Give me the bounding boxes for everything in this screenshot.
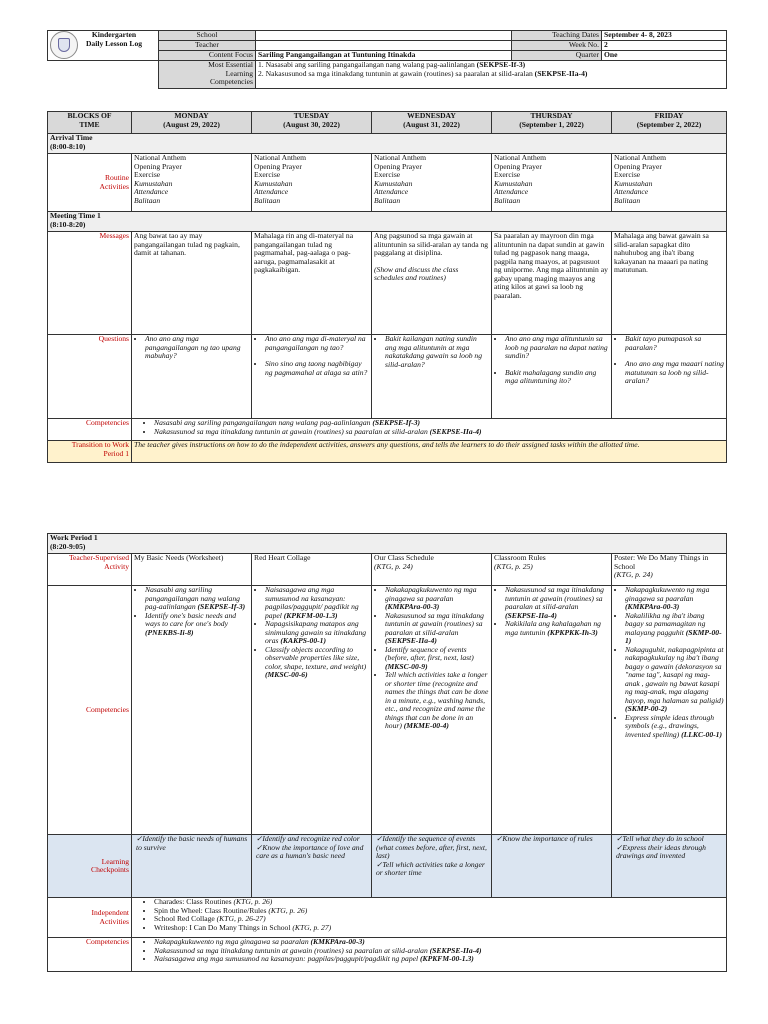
day-header-friday: FRIDAY (September 2, 2022)	[612, 112, 727, 134]
checkpoint-item: ✓ Tell which activities take a longer or shorter time	[376, 861, 489, 878]
week-value: 2	[602, 41, 727, 51]
competency-item: • Nasasabi ang sariling pangangailangan nang walang pag-aalinlangan (SEKPSE-If-3)	[154, 419, 724, 428]
independent-activity: • School Red Collage (KTG, p. 26-27)	[154, 915, 724, 924]
competency-code: (KMKPAra-00-3)	[385, 602, 440, 611]
competency-code: (KMKPAra-00-3)	[310, 937, 365, 946]
competency-item: • Nakasusunod sa mga itinakdang tuntunin at gawain (routines) sa paaralan at silid-aralan (SEKPSE-IIa-4)	[154, 947, 724, 956]
question-item: • Ano ano ang mga maaari nating matutunan sa loob ng silid-aralan?	[625, 360, 724, 386]
activity-friday: Poster: We Do Many Things in School (KTG, p. 24)	[612, 554, 727, 586]
routine-item: Attendance	[614, 187, 649, 196]
checkpoint-item: ✓ Tell what they do in school	[616, 835, 724, 844]
routine-item: Attendance	[254, 187, 289, 196]
focus-label: Content Focus	[159, 51, 256, 61]
routine-item: Exercise	[494, 170, 521, 179]
message-thursday: Sa paaralan ay mayroon din mga alituntunin na dapat sundin at gawin tulad ng pagpasok nang maaga, pagpila nang maayos, at pagsusuot ng uniporme. Ang mga alituntunin ay gabay upang maging maayos ang ating kilos at gawi sa loob ng paaralan.	[492, 232, 612, 335]
routine-item: Balitaan	[134, 195, 161, 205]
schedule-table	[47, 111, 727, 463]
questions-thursday	[492, 335, 612, 419]
arrival-time-row: Arrival Time (8:00-8:10)	[48, 134, 727, 154]
teacher-label: Teacher	[159, 41, 256, 51]
activity-ref: (KTG, p. 26)	[268, 905, 308, 915]
day-header-wednesday: WEDNESDAY (August 31, 2022)	[372, 112, 492, 134]
independent-activity: • Writeshop: I Can Do Many Things in School (KTG, p. 27)	[154, 924, 724, 933]
routine-item: Kumustahan	[254, 178, 293, 188]
routine-item: Opening Prayer	[134, 161, 182, 171]
week-label: Week No.	[512, 41, 602, 51]
routine-item: Attendance	[494, 187, 529, 196]
checkpoints-label: Learning Checkpoints	[48, 835, 132, 898]
routine-item: Opening Prayer	[254, 161, 302, 171]
quarter-value: One	[602, 51, 727, 61]
questions-wednesday	[372, 335, 492, 419]
question-item: • Ano ano ang mga alituntunin sa loob ng paaralan na dapat nating sundin?	[505, 335, 609, 361]
competency-code: (SEKPSE-IIa-4)	[505, 610, 557, 620]
checkpoint-item: ✓ Identify the sequence of events (what comes before, after, first, next, last)	[376, 835, 489, 861]
routine-cell	[372, 154, 492, 212]
question-item: • Ano ano ang mga di-materyal na pangangailangan ng tao?	[265, 335, 369, 352]
competencies-list	[132, 419, 727, 441]
competency-item: • Nakapagkukuwento ng mga ginagawa sa paaralan (KMKPAra-00-3)	[154, 938, 724, 947]
activity-ref: (KTG, p. 27)	[292, 922, 332, 932]
routine-cell	[132, 154, 252, 212]
routine-item: Exercise	[254, 170, 281, 179]
competency-code: (SEKPSE-IIa-4)	[385, 636, 437, 645]
header-table	[47, 30, 727, 89]
message-wednesday: Ang pagsunod sa mga gawain at alituntunin sa silid-aralan ay tanda ng paggalang at disiplina. (Show and discuss the class schedules and routines)	[372, 232, 492, 335]
routine-cell	[492, 154, 612, 212]
independent-label: Independent Activities	[48, 898, 132, 938]
mec-item: 2. Nakasusunod sa mga itinakdang tuntunin at gawain (routines) sa paaralan at silid-aralan (SEKPSE-IIa-4)	[258, 68, 588, 78]
competency-code: (MKSC-00-6)	[265, 670, 308, 679]
competency-item: • Nakasusunod sa mga itinakdang tuntunin at gawain (routines) sa paaralan at silid-aralan (SEKPSE-IIa-4)	[154, 428, 724, 437]
checkpoints-friday	[612, 835, 727, 898]
routine-item: Balitaan	[614, 195, 641, 205]
question-item: • Bakit kailangan nating sundin ang mga alituntunin at mga nakatakdang gawain sa loob ng silid-aralan?	[385, 335, 489, 369]
checkpoint-item: ✓ Identify and recognize red color	[256, 835, 369, 844]
routine-item: Exercise	[614, 170, 641, 179]
checkpoints-wednesday	[372, 835, 492, 898]
activity-wednesday: Our Class Schedule (KTG, p. 24)	[372, 554, 492, 586]
competency-item: • Tell which activities take a longer or shorter time (recognize and names the things that can be done in a minute, e.g., washing hands, etc., and recognize and name the things that can be done in an hour) (MKME-00-4)	[385, 671, 489, 731]
day-header-tuesday: TUESDAY (August 30, 2022)	[252, 112, 372, 134]
checkpoint-item: ✓ Know the importance of rules	[496, 835, 609, 844]
competency-item: • Napagsisikapang matapos ang sinimulang gawain sa itinakdang oras (KAKPS-00-1)	[265, 620, 369, 646]
activity-thursday: Classroom Rules (KTG, p. 25)	[492, 554, 612, 586]
competency-item: • Nasasabi ang sariling pangangailangan nang walang pag-aalinlangan (SEKPSE-If-3)	[145, 586, 249, 612]
work-competencies-tuesday	[252, 586, 372, 835]
competency-item: • Nakaguguhit, nakapagpipinta at nakapagkukulay ng iba't ibang bagay o gawain (dekorasyon sa "name tag", kasapi ng mag-anak , gawain ng bawat kasapi ng mag-anak, mga alagang hayop, mga halaman sa paligid) (SKMP-00-2)	[625, 646, 724, 714]
routine-item: Kumustahan	[614, 178, 653, 188]
question-item: • Sino sino ang taong nagbibigay ng pagmamahal at alaga sa atin?	[265, 360, 369, 377]
routine-item: Opening Prayer	[614, 161, 662, 171]
work-period-table	[47, 533, 727, 972]
activity-ref: (KTG, p. 26-27)	[216, 914, 266, 923]
questions-friday	[612, 335, 727, 419]
competency-item: • Naisasagawa ang mga sumusunod na kasanayan: pagpilas/paggupit/ pagdikit ng papel (KPKFM-00-1.3)	[265, 586, 369, 620]
competencies-label: Competencies	[48, 419, 132, 441]
activity-ref: (KTG, p. 26)	[233, 897, 273, 906]
routine-item: Balitaan	[374, 195, 401, 205]
routine-label: Routine Activities	[48, 154, 132, 212]
routine-item: Balitaan	[254, 195, 281, 205]
routine-item: Balitaan	[494, 195, 521, 205]
routine-item: Attendance	[374, 187, 409, 196]
message-monday: Ang bawat tao ay may pangangailangan tulad ng pagkain, damit at tahanan.	[132, 232, 252, 335]
routine-item: National Anthem	[614, 153, 667, 162]
routine-cell	[252, 154, 372, 212]
competency-item: • Nakasusunod sa mga itinakdang tuntunin at gawain (routines) sa paaralan at silid-aralan (SEKPSE-IIa-4)	[385, 612, 489, 646]
dates-value: September 4- 8, 2023	[602, 31, 727, 41]
independent-activity: • Charades: Class Routines (KTG, p. 26)	[154, 898, 724, 907]
competency-code: (SKMP-00-1)	[625, 627, 722, 645]
routine-item: Kumustahan	[374, 178, 413, 188]
routine-item: National Anthem	[254, 153, 307, 162]
checkpoint-item: ✓ Know the importance of love and care as a human's basic need	[256, 844, 369, 861]
blocks-of-time-header: BLOCKS OF TIME	[48, 112, 132, 134]
work-competencies2	[132, 938, 727, 972]
quarter-label: Quarter	[512, 51, 602, 61]
school-label: School	[159, 31, 256, 41]
competency-item: • Nakikilala ang kahalagahan ng mga tuntunin (KPKPKK-Ih-3)	[505, 620, 609, 637]
work-competencies-monday	[132, 586, 252, 835]
school-value	[256, 31, 512, 41]
competency-item: • Identify sequence of events (before, after, first, next, last) (MKSC-00-9)	[385, 646, 489, 672]
teacher-supervised-label: Teacher-Supervised Activity	[48, 554, 132, 586]
competency-code: (MKSC-00-9)	[385, 661, 428, 671]
activity-monday: My Basic Needs (Worksheet)	[132, 554, 252, 586]
routine-item: National Anthem	[494, 153, 547, 162]
day-header-monday: MONDAY (August 29, 2022)	[132, 112, 252, 134]
messages-label: Messages	[48, 232, 132, 335]
work-competencies-wednesday	[372, 586, 492, 835]
teacher-value	[256, 41, 512, 51]
checkpoint-item: ✓ Identify the basic needs of humans to survive	[136, 835, 249, 852]
transition-label: Transition to Work Period 1	[48, 441, 132, 463]
competency-item: • Nakapagkukuwento ng mga ginagawa sa paaralan (KMKPAra-00-3)	[625, 586, 724, 612]
routine-item: Kumustahan	[494, 178, 533, 188]
work-period-title: Work Period 1 (8:20-9:05)	[48, 534, 727, 554]
competency-code: (KPKFM-00-1.3)	[283, 610, 338, 620]
competency-code: (KPKPKK-Ih-3)	[547, 627, 598, 637]
title-line-1: Kindergarten	[91, 30, 137, 39]
routine-item: National Anthem	[134, 153, 187, 162]
question-item: • Bakit tayo pumapasok sa paaralan?	[625, 335, 724, 352]
checkpoints-thursday	[492, 835, 612, 898]
checkpoint-item: ✓ Express their ideas through drawings and invented	[616, 844, 724, 861]
competency-item: • Classify objects according to observable properties like size, color, shape, texture, and weight) (MKSC-00-6)	[265, 646, 369, 680]
routine-item: Attendance	[134, 187, 169, 196]
day-header-thursday: THURSDAY (September 1, 2022)	[492, 112, 612, 134]
focus-value: Sariling Pangangailangan at Tuntuning Itinakda	[256, 51, 512, 61]
activity-tuesday: Red Heart Collage	[252, 554, 372, 586]
work-competencies2-label: Competencies	[48, 938, 132, 972]
mec-item: 1. Nasasabi ang sariling pangangailangan nang walang pag-aalinlangan (SEKPSE-If-3)	[258, 60, 526, 69]
routine-cell	[612, 154, 727, 212]
competency-code: (KPKFM-00-1.3)	[420, 954, 474, 963]
transition-text: The teacher gives instructions on how to do the independent activities, answers any questions, and tells the learners to do their assigned tasks within the allotted time.	[132, 441, 727, 463]
competency-code: (KMKPAra-00-3)	[625, 602, 680, 611]
competency-code: (PNEKBS-Ii-8)	[145, 627, 194, 637]
checkpoints-tuesday	[252, 835, 372, 898]
competency-code: (KAKPS-00-1)	[280, 636, 326, 645]
competency-code: (SEKPSE-IIa-4)	[429, 945, 482, 955]
competency-item: • Naisasagawa ang mga sumusunod na kasanayan: pagpilas/paggupit/pagdikit ng papel (KPKFM-00-1.3)	[154, 955, 724, 964]
mec-label: Most Essential Learning Competencies	[159, 61, 256, 89]
competency-code: (SEKPSE-If-3)	[197, 602, 246, 611]
routine-item: Kumustahan	[134, 178, 173, 188]
work-competencies-thursday	[492, 586, 612, 835]
mec-list	[256, 61, 727, 89]
questions-monday	[132, 335, 252, 419]
work-competencies-label: Competencies	[48, 586, 132, 835]
competency-item: • Nakakapagkukuwento ng mga ginagawa sa paaralan (KMKPAra-00-3)	[385, 586, 489, 612]
title-line-2: Daily Lesson Log	[85, 38, 143, 48]
competency-item: • Express simple ideas through symbols (e.g., drawings, invented spelling) (LLKC-00-1)	[625, 714, 724, 740]
competency-item: • Nakasusunod sa mga itinakdang tuntunin at gawain (routines) sa paaralan at silid-aralan (SEKPSE-IIa-4)	[505, 586, 609, 620]
dates-label: Teaching Dates	[512, 31, 602, 41]
header-title	[48, 31, 159, 61]
work-competencies-friday	[612, 586, 727, 835]
questions-tuesday	[252, 335, 372, 419]
routine-item: Exercise	[374, 170, 401, 179]
routine-item: National Anthem	[374, 153, 427, 162]
competency-code: (MKME-00-4)	[403, 721, 449, 730]
routine-item: Exercise	[134, 170, 161, 179]
competency-item: • Nakalilikha ng iba't ibang bagay sa pamamagitan ng malayang pagguhit (SKMP-00-1)	[625, 612, 724, 646]
routine-item: Opening Prayer	[494, 161, 542, 171]
checkpoints-monday	[132, 835, 252, 898]
competency-code: (SKMP-00-2)	[625, 704, 668, 713]
meeting-time-row: Meeting Time 1 (8:10-8:20)	[48, 212, 727, 232]
competency-code: (LLKC-00-1)	[681, 729, 723, 739]
independent-activity: • Spin the Wheel: Class Routine/Rules (KTG, p. 26)	[154, 907, 724, 916]
message-friday: Mahalaga ang bawat gawain sa silid-aralan sapagkat dito nahuhubog ang iba't ibang kakayanan na maaari pa nating matutunan.	[612, 232, 727, 335]
independent-activities	[132, 898, 727, 938]
routine-item: Opening Prayer	[374, 161, 422, 171]
question-item: • Bakit mahalagang sundin ang mga alituntuning ito?	[505, 369, 609, 386]
question-item: • Ano ano ang mga pangangailangan ng tao upang mabuhay?	[145, 335, 249, 361]
competency-item: • Identify one's basic needs and ways to care for one's body (PNEKBS-Ii-8)	[145, 612, 249, 638]
message-tuesday: Mahalaga rin ang di-materyal na pangangailangan tulad ng pagmamahal, pag-aalaga o pag-aaruga, pagmamalasakit at pagkakaibigan.	[252, 232, 372, 335]
questions-label: Questions	[48, 335, 132, 419]
